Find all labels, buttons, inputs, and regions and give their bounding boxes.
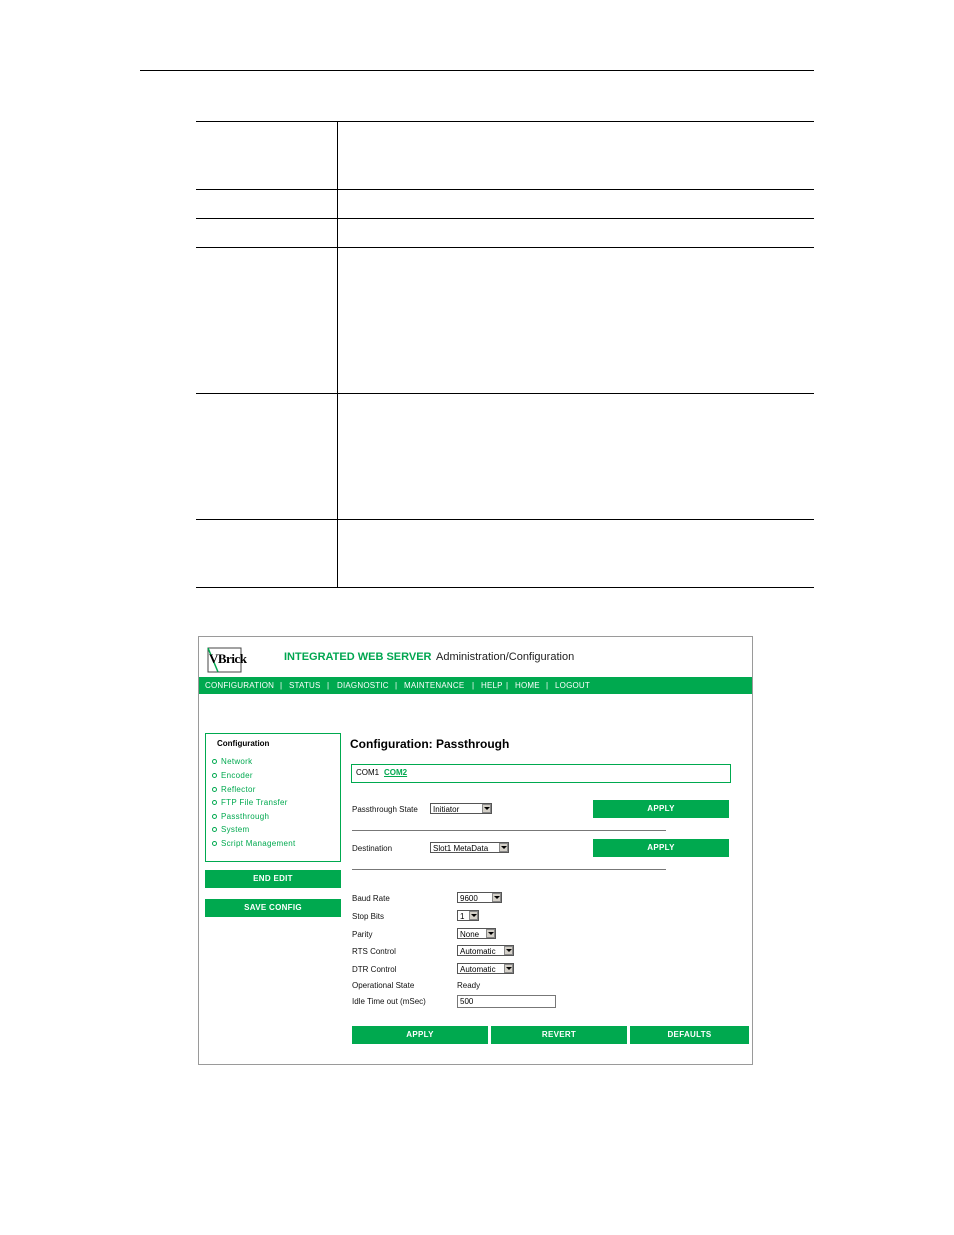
stop-bits-label: Stop Bits	[352, 912, 385, 921]
bullet-icon	[212, 841, 217, 846]
stop-bits-select[interactable]: 1	[457, 910, 479, 921]
dtr-control-label: DTR Control	[352, 965, 397, 974]
save-config-button[interactable]: SAVE CONFIG	[205, 899, 341, 917]
rts-control-label: RTS Control	[352, 947, 396, 956]
config-sidebar	[205, 733, 341, 862]
bullet-icon	[212, 814, 217, 819]
divider	[352, 830, 666, 831]
app-title: INTEGRATED WEB SERVER	[284, 651, 432, 663]
sidebar-item-encoder[interactable]: Encoder	[212, 771, 253, 780]
apply-button[interactable]: APPLY	[352, 1026, 488, 1044]
operational-state-value: Ready	[457, 981, 481, 990]
chevron-down-icon	[499, 843, 508, 852]
idle-timeout-label: Idle Time out (mSec)	[352, 997, 426, 1006]
nav-logout[interactable]: LOGOUT	[555, 681, 590, 690]
table-row	[196, 247, 814, 393]
tab-com1[interactable]: COM1	[356, 768, 380, 777]
chevron-down-icon	[482, 804, 491, 813]
parity-label: Parity	[352, 930, 373, 939]
nav-help[interactable]: HELP	[481, 681, 503, 690]
sidebar-title: Configuration	[217, 739, 270, 748]
bullet-icon	[212, 787, 217, 792]
page-header-rule	[140, 70, 814, 71]
nav-status[interactable]: STATUS	[289, 681, 321, 690]
idle-timeout-input[interactable]: 500	[457, 995, 556, 1008]
nav-maintenance[interactable]: MAINTENANCE	[404, 681, 465, 690]
nav-separator: |	[472, 681, 475, 690]
sidebar-item-network[interactable]: Network	[212, 757, 252, 766]
table-column-divider	[337, 121, 338, 587]
defaults-button[interactable]: DEFAULTS	[630, 1026, 749, 1044]
nav-configuration[interactable]: CONFIGURATION	[205, 681, 275, 690]
end-edit-button[interactable]: END EDIT	[205, 870, 341, 888]
table-row	[196, 121, 814, 189]
web-server-screenshot	[198, 636, 753, 1065]
bullet-icon	[212, 827, 217, 832]
baud-rate-select[interactable]: 9600	[457, 892, 502, 903]
page-title: Configuration: Passthrough	[350, 737, 510, 751]
tab-com2[interactable]: COM2	[384, 768, 408, 777]
com-port-tabs	[351, 764, 731, 783]
nav-home[interactable]: HOME	[515, 681, 540, 690]
nav-diagnostic[interactable]: DIAGNOSTIC	[337, 681, 389, 690]
table-row	[196, 519, 814, 588]
bullet-icon	[212, 759, 217, 764]
nav-separator: |	[327, 681, 330, 690]
chevron-down-icon	[492, 893, 501, 902]
table-row	[196, 218, 814, 247]
chevron-down-icon	[486, 929, 495, 938]
sidebar-item-ftp-file-transfer[interactable]: FTP File Transfer	[212, 798, 288, 807]
sidebar-item-system[interactable]: System	[212, 825, 249, 834]
passthrough-state-select[interactable]: Initiator	[430, 803, 492, 814]
destination-label: Destination	[352, 844, 393, 853]
table-row	[196, 189, 814, 218]
nav-separator: |	[546, 681, 549, 690]
chevron-down-icon	[504, 964, 513, 973]
dtr-control-select[interactable]: Automatic	[457, 963, 514, 974]
baud-rate-label: Baud Rate	[352, 894, 390, 903]
bullet-icon	[212, 800, 217, 805]
chevron-down-icon	[469, 911, 478, 920]
nav-separator: |	[395, 681, 398, 690]
logo-text: VBrick	[209, 651, 247, 666]
passthrough-state-label: Passthrough State	[352, 805, 418, 814]
app-subtitle: Administration/Configuration	[436, 651, 575, 663]
sidebar-item-reflector[interactable]: Reflector	[212, 785, 256, 794]
destination-select[interactable]: Slot1 MetaData	[430, 842, 509, 853]
apply-destination-button[interactable]: APPLY	[593, 839, 729, 857]
nav-separator: |	[506, 681, 509, 690]
top-nav-bar	[199, 677, 752, 694]
sidebar-item-passthrough[interactable]: Passthrough	[212, 812, 269, 821]
parity-select[interactable]: None	[457, 928, 496, 939]
apply-passthrough-button[interactable]: APPLY	[593, 800, 729, 818]
operational-state-label: Operational State	[352, 981, 415, 990]
table-row	[196, 393, 814, 519]
revert-button[interactable]: REVERT	[491, 1026, 627, 1044]
nav-separator: |	[280, 681, 283, 690]
sidebar-item-script-management[interactable]: Script Management	[212, 839, 295, 848]
rts-control-select[interactable]: Automatic	[457, 945, 514, 956]
chevron-down-icon	[504, 946, 513, 955]
divider	[352, 869, 666, 870]
bullet-icon	[212, 773, 217, 778]
